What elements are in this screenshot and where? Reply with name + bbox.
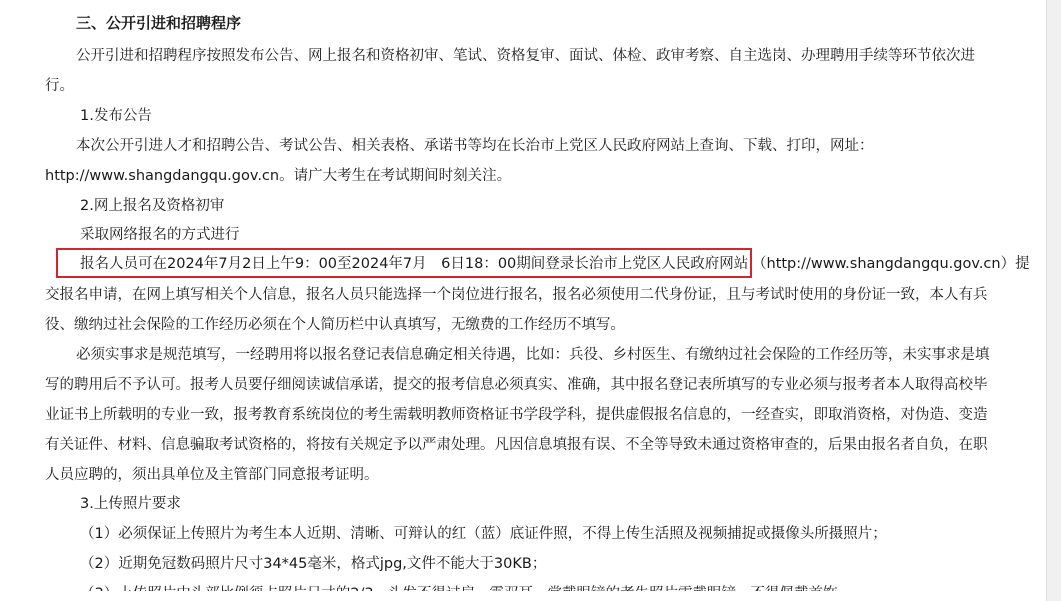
para-line-5: 人员应聘的，须出具单位及主管部门同意报考证明。: [45, 467, 379, 483]
sub2-line-4: 役、缴纳过社会保险的工作经历必须在个人简历栏中认真填写，无缴费的工作经历不填写。: [45, 317, 625, 333]
intro-line-1: 公开引进和招聘程序按照发布公告、网上报名和资格初审、笔试、资格复审、面试、体检、政审考察、自主选岗、办理聘用手续等环节依次进: [76, 48, 975, 64]
para-line-2: 写的聘用后不予认可。报考人员要仔细阅读诚信承诺，提交的报考信息必须真实、准确，其中报名登记表所填写的专业必须与报考者本人取得高校毕: [45, 377, 988, 393]
sub3-item-2: （2）近期免冠数码照片尺寸34*45毫米，格式jpg,文件不能大于30KB；: [80, 556, 547, 572]
website-url-tail: （http://www.shangdangqu.gov.cn）提: [752, 256, 1030, 272]
sub1-line-1: 本次公开引进人才和招聘公告、考试公告、相关表格、承诺书等均在长治市上党区人民政府网站上查询、下载、打印，网址：: [76, 138, 874, 154]
para-line-1: 必须实事求是规范填写，一经聘用将以报名登记表信息确定相关待遇，比如：兵役、乡村医生、有缴纳过社会保险的工作经历等，未实事求是填: [76, 347, 990, 363]
sub3-heading: 3.上传照片要求: [80, 496, 181, 512]
sub2-highlight-text: 报名人员可在2024年7月2日上午9：00至2024年7月 6日18：00期间登录长治市上党区人民政府网站: [80, 256, 749, 272]
sub2-heading: 2.网上报名及资格初审: [80, 198, 225, 214]
vertical-scrollbar[interactable]: [1046, 0, 1061, 601]
sub1-line-2: http://www.shangdangqu.gov.cn。请广大考生在考试期间时刻关注。: [45, 168, 512, 184]
sub1-heading: 1.发布公告: [80, 108, 152, 124]
section-heading: 三、公开引进和招聘程序: [76, 14, 242, 32]
para-line-4: 有关证件、材料、信息骗取考试资格的，将按有关规定予以严肃处理。凡因信息填报有误、不全等导致未通过资格审查的，后果由报名者自负，在职: [45, 437, 988, 453]
sub2-line-1: 采取网络报名的方式进行: [80, 227, 240, 243]
intro-line-2: 行。: [45, 78, 74, 94]
viewport-cutoff: [0, 591, 1046, 601]
para-line-3: 业证书上所载明的专业一致，报考教育系统岗位的考生需载明教师资格证书学段学科，提供虚假报名信息的，一经查实，即取消资格，对伪造、变造: [45, 407, 988, 423]
sub2-line-3: 交报名申请，在网上填写相关个人信息，报名人员只能选择一个岗位进行报名，报名必须使用二代身份证，且与考试时使用的身份证一致，本人有兵: [45, 287, 988, 303]
sub3-item-1: （1）必须保证上传照片为考生本人近期、清晰、可辩认的红（蓝）底证件照，不得上传生活照及视频捕捉或摄像头所摄照片；: [80, 526, 887, 542]
